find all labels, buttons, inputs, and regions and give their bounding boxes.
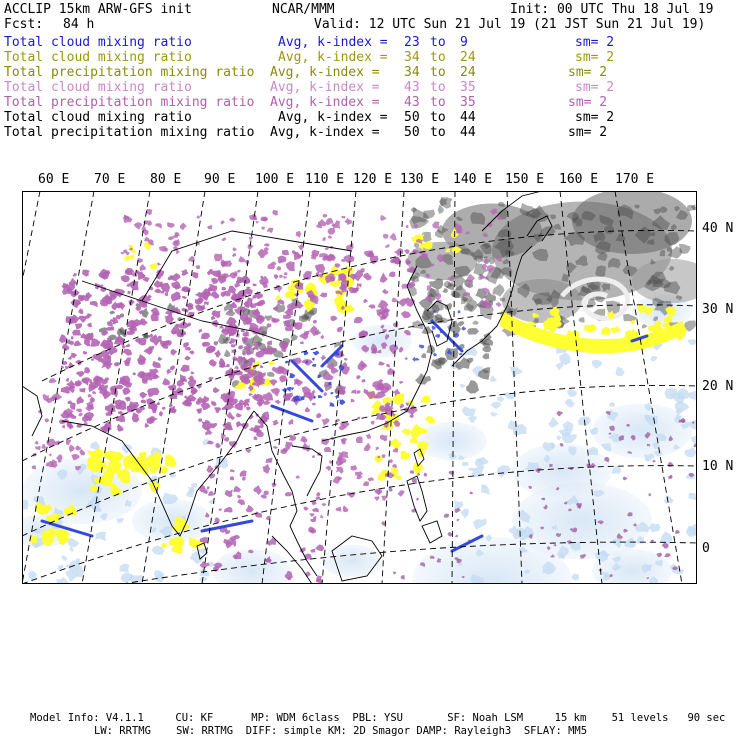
cloud-haze: [132, 499, 212, 543]
purple-precip-cell: [410, 470, 414, 473]
latitude-label: 10 N: [702, 459, 734, 474]
legend-smoothing: sm= 2: [575, 50, 615, 65]
legend-avg-label: Avg, k-index =: [270, 95, 380, 110]
longitude-label: 60 E: [38, 172, 70, 187]
longitude-label: 70 E: [94, 172, 126, 187]
latitude-label: 40 N: [702, 221, 734, 236]
cloud-haze: [352, 325, 412, 358]
legend-smoothing: sm= 2: [568, 95, 608, 110]
legend-field-name: Total cloud mixing ratio: [4, 110, 192, 125]
legend-k-to: to: [430, 80, 446, 95]
legend-field-name: Total cloud mixing ratio: [4, 50, 192, 65]
legend-k-start: 34: [404, 65, 420, 80]
legend-avg-label: Avg, k-index =: [278, 110, 388, 125]
valid-time: Valid: 12 UTC Sun 21 Jul 19 (21 JST Sun 21 Jul 19): [314, 17, 706, 32]
legend-field-name: Total cloud mixing ratio: [4, 35, 192, 50]
legend-smoothing: sm= 2: [568, 125, 608, 140]
purple-precip-cell: [360, 268, 364, 272]
purple-precip-cell: [324, 447, 332, 452]
legend-smoothing: sm= 2: [575, 35, 615, 50]
legend-smoothing: sm= 2: [568, 65, 608, 80]
purple-precip-cell: [357, 390, 361, 394]
longitude-label: 150 E: [505, 172, 545, 187]
longitude-label: 140 E: [453, 172, 493, 187]
legend-avg-label: Avg, k-index =: [278, 50, 388, 65]
legend-k-to: to: [430, 95, 446, 110]
longitude-label: 160 E: [559, 172, 599, 187]
legend-smoothing: sm= 2: [575, 80, 615, 95]
legend-k-start: 50: [404, 125, 420, 140]
legend-field-name: Total precipitation mixing ratio: [4, 65, 255, 80]
latitude-label: 0: [702, 541, 710, 556]
legend-k-end: 9: [460, 35, 468, 50]
gray-cloud-cell: [500, 298, 506, 302]
latitude-label: 30 N: [702, 302, 734, 317]
legend-field-name: Total precipitation mixing ratio: [4, 95, 255, 110]
gray-cloud-mass: [572, 191, 692, 254]
legend-k-to: to: [430, 35, 446, 50]
legend-k-to: to: [430, 125, 446, 140]
purple-precip-cell: [139, 338, 147, 346]
forecast-hour: 84 h: [63, 17, 95, 32]
legend-k-start: 50: [404, 110, 420, 125]
map-panel: [22, 191, 697, 584]
legend-avg-label: Avg, k-index =: [270, 80, 380, 95]
organization: NCAR/MMM: [272, 2, 335, 17]
legend-k-end: 24: [460, 65, 476, 80]
model-info-line2: LW: RRTMG SW: RRTMG DIFF: simple KM: 2D Smagor DAMP: Rayleigh3 SFLAY: MM5: [94, 725, 588, 737]
legend-k-end: 44: [460, 110, 476, 125]
purple-precip-cell: [282, 250, 289, 255]
latitude-label: 20 N: [702, 379, 734, 394]
forecast-label: Fcst:: [4, 17, 44, 32]
legend-avg-label: Avg, k-index =: [270, 65, 380, 80]
light-cloud-cell: [462, 462, 469, 466]
longitude-label: 80 E: [150, 172, 182, 187]
legend-k-to: to: [430, 50, 446, 65]
longitude-label: 110 E: [305, 172, 345, 187]
legend-k-to: to: [430, 65, 446, 80]
legend-k-start: 34: [404, 50, 420, 65]
legend-k-end: 35: [460, 95, 476, 110]
legend-k-start: 23: [404, 35, 420, 50]
legend-avg-label: Avg, k-index =: [270, 125, 380, 140]
purple-precip-cell: [231, 344, 236, 347]
longitude-label: 120 E: [353, 172, 393, 187]
legend-field-name: Total cloud mixing ratio: [4, 80, 192, 95]
legend-field-name: Total precipitation mixing ratio: [4, 125, 255, 140]
model-title: ACCLIP 15km ARW-GFS init: [4, 2, 192, 17]
legend-k-start: 43: [404, 80, 420, 95]
legend-k-start: 43: [404, 95, 420, 110]
init-time: Init: 00 UTC Thu 18 Jul 19: [510, 2, 714, 17]
legend-smoothing: sm= 2: [575, 110, 615, 125]
longitude-label: 90 E: [204, 172, 236, 187]
longitude-label: 170 E: [615, 172, 655, 187]
legend-avg-label: Avg, k-index =: [278, 35, 388, 50]
legend-k-to: to: [430, 110, 446, 125]
legend-k-end: 35: [460, 80, 476, 95]
legend-k-end: 24: [460, 50, 476, 65]
purple-precip-cell: [295, 322, 303, 330]
legend-k-end: 44: [460, 125, 476, 140]
longitude-label: 100 E: [255, 172, 295, 187]
longitude-label: 130 E: [400, 172, 440, 187]
model-info-line1: Model Info: V4.1.1 CU: KF MP: WDM 6class PBL: YSU SF: Noah LSM 15 km 51 levels 90 sec: [30, 712, 726, 724]
cloud-haze: [322, 545, 382, 578]
